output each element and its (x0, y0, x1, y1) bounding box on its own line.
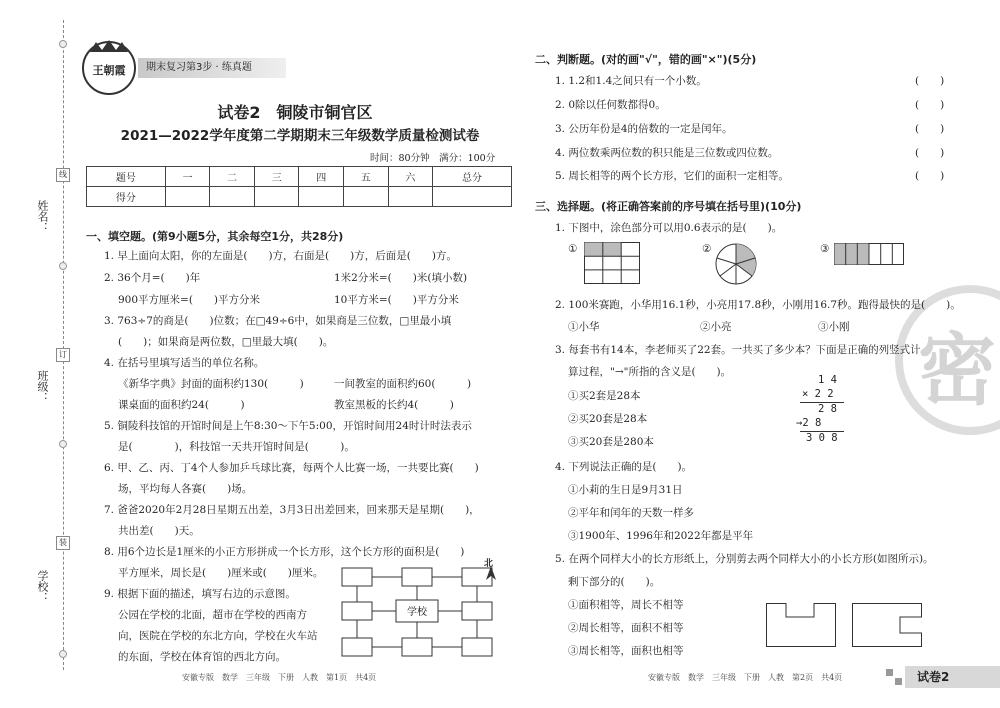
choice-question: 1. 下图中，涂色部分可以用0.6表示的是( )。 (555, 222, 783, 234)
score-header: 四 (299, 167, 344, 187)
score-cell[interactable] (299, 187, 344, 207)
option-label: ③买20套是280本 (568, 436, 654, 448)
review-banner: 期末复习第3步 · 练真题 (138, 58, 286, 78)
score-cell[interactable] (388, 187, 433, 207)
score-header: 二 (210, 167, 255, 187)
answer-paren[interactable]: ( ) (915, 75, 945, 87)
answer-paren[interactable]: ( ) (915, 170, 945, 182)
binding-mark: 线 (56, 168, 70, 182)
score-cell[interactable] (165, 187, 210, 207)
question-line: 2. 36个月=( )年 (104, 272, 201, 284)
question-line: 1米2分米=( )米(填小数) (334, 272, 468, 284)
option-label: ②平年和闰年的天数一样多 (568, 507, 694, 519)
binding-hole (59, 650, 67, 658)
option-label: ②买20套是28本 (568, 413, 648, 425)
name-label: 姓名： (36, 200, 49, 233)
calc-line: 3 0 8 (806, 432, 838, 444)
circle-figure (714, 242, 758, 286)
judge-item: 1. 1.2和1.4之间只有一个小数。 (555, 75, 707, 87)
page-corner-icon (886, 669, 902, 685)
choice-question: 2. 100米赛跑，小华用16.1秒，小亮用17.8秒，小刚用16.7秒。跑得最快的是( )。 (555, 299, 961, 311)
judge-item: 4. 两位数乘两位数的积只能是三位数或四位数。 (555, 147, 779, 159)
binding-hole (59, 262, 67, 270)
paper-subtitle: 2021—2022学年度第二学期期末三年级数学质量检测试卷 (120, 128, 480, 144)
question-line: 9. 根据下面的描述，填写右边的示意图。 (104, 588, 296, 600)
question-line: 平方厘米，周长是( )厘米或( )厘米。 (118, 567, 324, 579)
question-line: 场，平均每人各赛( )场。 (118, 483, 253, 495)
score-cell[interactable] (254, 187, 299, 207)
option-label: ③1900年、1996年和2022年都是平年 (568, 530, 754, 542)
binding-hole (59, 40, 67, 48)
option-label: ③ (820, 243, 830, 255)
score-header: 六 (388, 167, 433, 187)
map-center-label: 学校 (407, 607, 427, 618)
binding-line (63, 20, 64, 670)
question-line: 课桌面的面积约24( ) (118, 399, 245, 411)
paper-title: 试卷2 铜陵市铜官区 (217, 103, 373, 122)
question-line: 一间教室的面积约60( ) (334, 378, 472, 390)
option-label: ①小莉的生日是9月31日 (568, 484, 683, 496)
question-line: 900平方厘米=( )平方分米 (118, 294, 261, 306)
question-line: ( )；如果商是两位数，□里最大填( )。 (118, 336, 334, 348)
question-line: 公园在学校的北面，超市在学校的西南方 (118, 609, 307, 621)
cut-rectangle-figure-2 (852, 603, 922, 647)
page-tag: 试卷2 (905, 666, 1000, 688)
grid-figure-1 (584, 242, 640, 284)
option-label: ③周长相等，面积也相等 (568, 645, 684, 657)
score-header: 总分 (433, 167, 512, 187)
judge-item: 3. 公历年份是4的倍数的一定是闰年。 (555, 123, 733, 135)
section-heading-fill: 一、填空题。(第9小题5分，其余每空1分，共28分) (86, 230, 344, 243)
cut-rectangle-figure-1 (766, 603, 836, 647)
calc-line: 2 8 (818, 403, 837, 415)
choice-question: 3. 每套书有14本，李老师买了22套。一共买了多少本？下面是正确的列竖式计 (555, 344, 921, 356)
footer-right: 安徽专版 数学 三年级 下册 人教 第2页 共4页 (648, 673, 843, 682)
map-diagram (336, 564, 502, 664)
score-header: 三 (254, 167, 299, 187)
logo-text: 王朝霞 (92, 64, 126, 77)
question-line: 1. 早上面向太阳，你的左面是( )方，右面是( )方，后面是( )方。 (104, 250, 457, 262)
calc-line: × 2 2 (802, 388, 834, 400)
option-label: ①买2套是28本 (568, 390, 641, 402)
question-line: 7. 爸爸2020年2月28日星期五出差，3月3日出差回来，回来那天是星期( )， (104, 504, 480, 516)
section-heading-judge: 二、判断题。(对的画"√"，错的画"×")(5分) (535, 53, 757, 66)
strip-figure (834, 243, 904, 265)
footer-left: 安徽专版 数学 三年级 下册 人教 第1页 共4页 (182, 673, 377, 682)
question-line: 10平方米=( )平方分米 (334, 294, 459, 306)
calc-line: →2 8 (796, 417, 822, 429)
question-line: 8. 用6个边长是1厘米的小正方形拼成一个长方形，这个长方形的面积是( ) (104, 546, 465, 558)
watermark-seal: 密 (918, 326, 997, 416)
brand-logo (80, 38, 138, 96)
answer-paren[interactable]: ( ) (915, 123, 945, 135)
option-label: ② (702, 243, 712, 255)
score-cell[interactable] (344, 187, 389, 207)
class-label: 班级： (36, 370, 49, 403)
score-cell[interactable] (210, 187, 255, 207)
choice-question: 算过程，"→"所指的含义是( )。 (568, 366, 732, 378)
score-header: 五 (344, 167, 389, 187)
question-line: 共出差( )天。 (118, 525, 200, 537)
question-line: 教室黑板的长约4( ) (334, 399, 454, 411)
choice-question: 4. 下列说法正确的是( )。 (555, 461, 693, 473)
question-line: 是( )，科技馆一天共开馆时间是( )。 (118, 441, 355, 453)
question-line: 向，医院在学校的东北方向，学校在火车站 (118, 630, 318, 642)
score-table (86, 166, 512, 207)
calc-line: 1 4 (818, 374, 837, 386)
judge-item: 2. 0除以任何数都得0。 (555, 99, 666, 111)
question-line: 6. 甲、乙、丙、丁4个人参加乒乓球比赛，每两个人比赛一场，一共要比赛( ) (104, 462, 479, 474)
score-row-label: 得分 (87, 187, 166, 207)
option-label: ①面积相等，周长不相等 (568, 599, 684, 611)
choice-question: 5. 在两个同样大小的长方形纸上，分别剪去两个同样大小的小长方形(如图所示)。 (555, 553, 934, 565)
school-label: 学校： (36, 570, 49, 603)
question-line: 5. 铜陵科技馆的开馆时间是上午8:30～下午5:00，开馆时间用24时计时法表示 (104, 420, 472, 432)
binding-hole (59, 440, 67, 448)
binding-mark: 订 (56, 348, 70, 362)
question-line: 的东面，学校在体育馆的西北方向。 (118, 651, 286, 663)
judge-item: 5. 周长相等的两个长方形，它们的面积一定相等。 (555, 170, 789, 182)
choice-question: 剩下部分的( )。 (568, 576, 661, 588)
score-header: 一 (165, 167, 210, 187)
answer-paren[interactable]: ( ) (915, 147, 945, 159)
time-info: 时间：80分钟 满分：100分 (370, 153, 496, 164)
score-cell[interactable] (433, 187, 512, 207)
question-line: 《新华字典》封面的面积约130( ) (118, 378, 304, 390)
answer-paren[interactable]: ( ) (915, 99, 945, 111)
score-header: 题号 (87, 167, 166, 187)
section-heading-choice: 三、选择题。(将正确答案前的序号填在括号里)(10分) (535, 200, 802, 213)
option-label: ①小华 (568, 321, 600, 333)
option-label: ① (568, 243, 578, 255)
north-arrow-icon (486, 566, 496, 580)
option-label: ③小刚 (818, 321, 850, 333)
option-label: ②周长相等，面积不相等 (568, 622, 684, 634)
question-line: 4. 在括号里填写适当的单位名称。 (104, 357, 265, 369)
option-label: ②小亮 (700, 321, 732, 333)
question-line: 3. 763÷7的商是( )位数；在□49÷6中，如果商是三位数，□里最小填 (104, 315, 452, 327)
north-label: 北 (484, 559, 494, 569)
binding-mark: 装 (56, 536, 70, 550)
